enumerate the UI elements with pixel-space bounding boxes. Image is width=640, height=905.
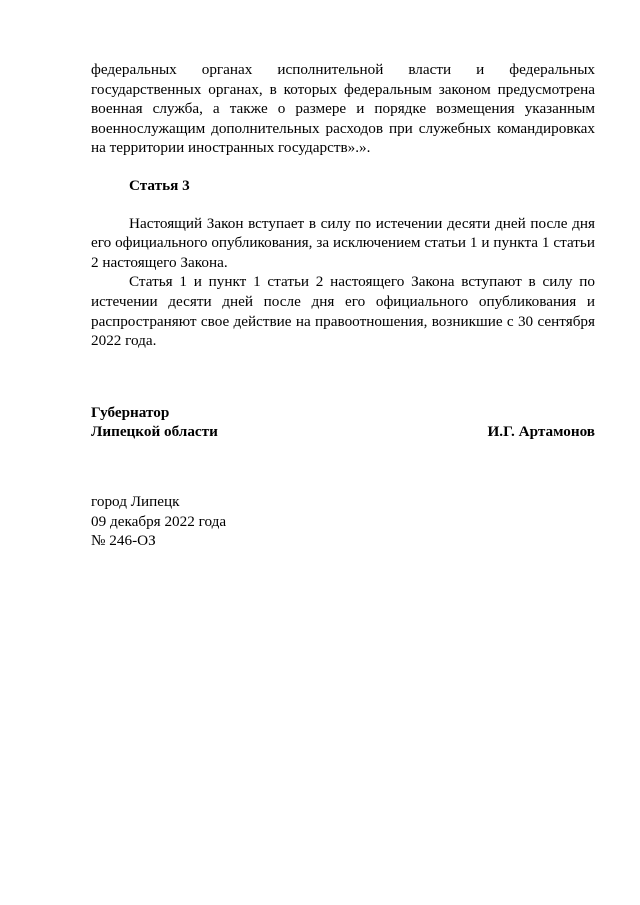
footer-city: город Липецк bbox=[91, 492, 180, 510]
article-heading: Статья 3 bbox=[129, 176, 190, 194]
signatory-title-line-1: Губернатор bbox=[91, 403, 170, 421]
footer-date: 09 декабря 2022 года bbox=[91, 512, 227, 530]
signature-row bbox=[91, 422, 595, 442]
continuation-paragraph: федеральных органах исполнительной власти и федеральных государственных органах, в которых федеральным законом предусмотрена военная служба, а также о размере и порядке возмещения указанным военнослужащим дополнительных расходов при служебных командировках на территории иностранных государств».». bbox=[91, 61, 595, 157]
document-footer bbox=[91, 492, 595, 551]
article-paragraph-2: Статья 1 и пункт 1 статьи 2 настоящего Закона вступают в силу по истечении десяти дней после дня его официального опубликования и распространяют свое действие на правоотношения, возникшие с 30 сентября 2022 года. bbox=[91, 273, 595, 350]
footer-law-number: № 246-ОЗ bbox=[91, 532, 156, 550]
signatory-title-line-2: Липецкой области bbox=[91, 423, 218, 441]
article-paragraph-1: Настоящий Закон вступает в силу по истечении десяти дней после дня его официального опубликования, за исключением статьи 1 и пункта 1 статьи 2 настоящего Закона. bbox=[91, 214, 595, 271]
signature-block bbox=[91, 403, 595, 442]
document-content bbox=[91, 60, 595, 551]
signatory-name: И.Г. Артамонов bbox=[487, 423, 595, 441]
